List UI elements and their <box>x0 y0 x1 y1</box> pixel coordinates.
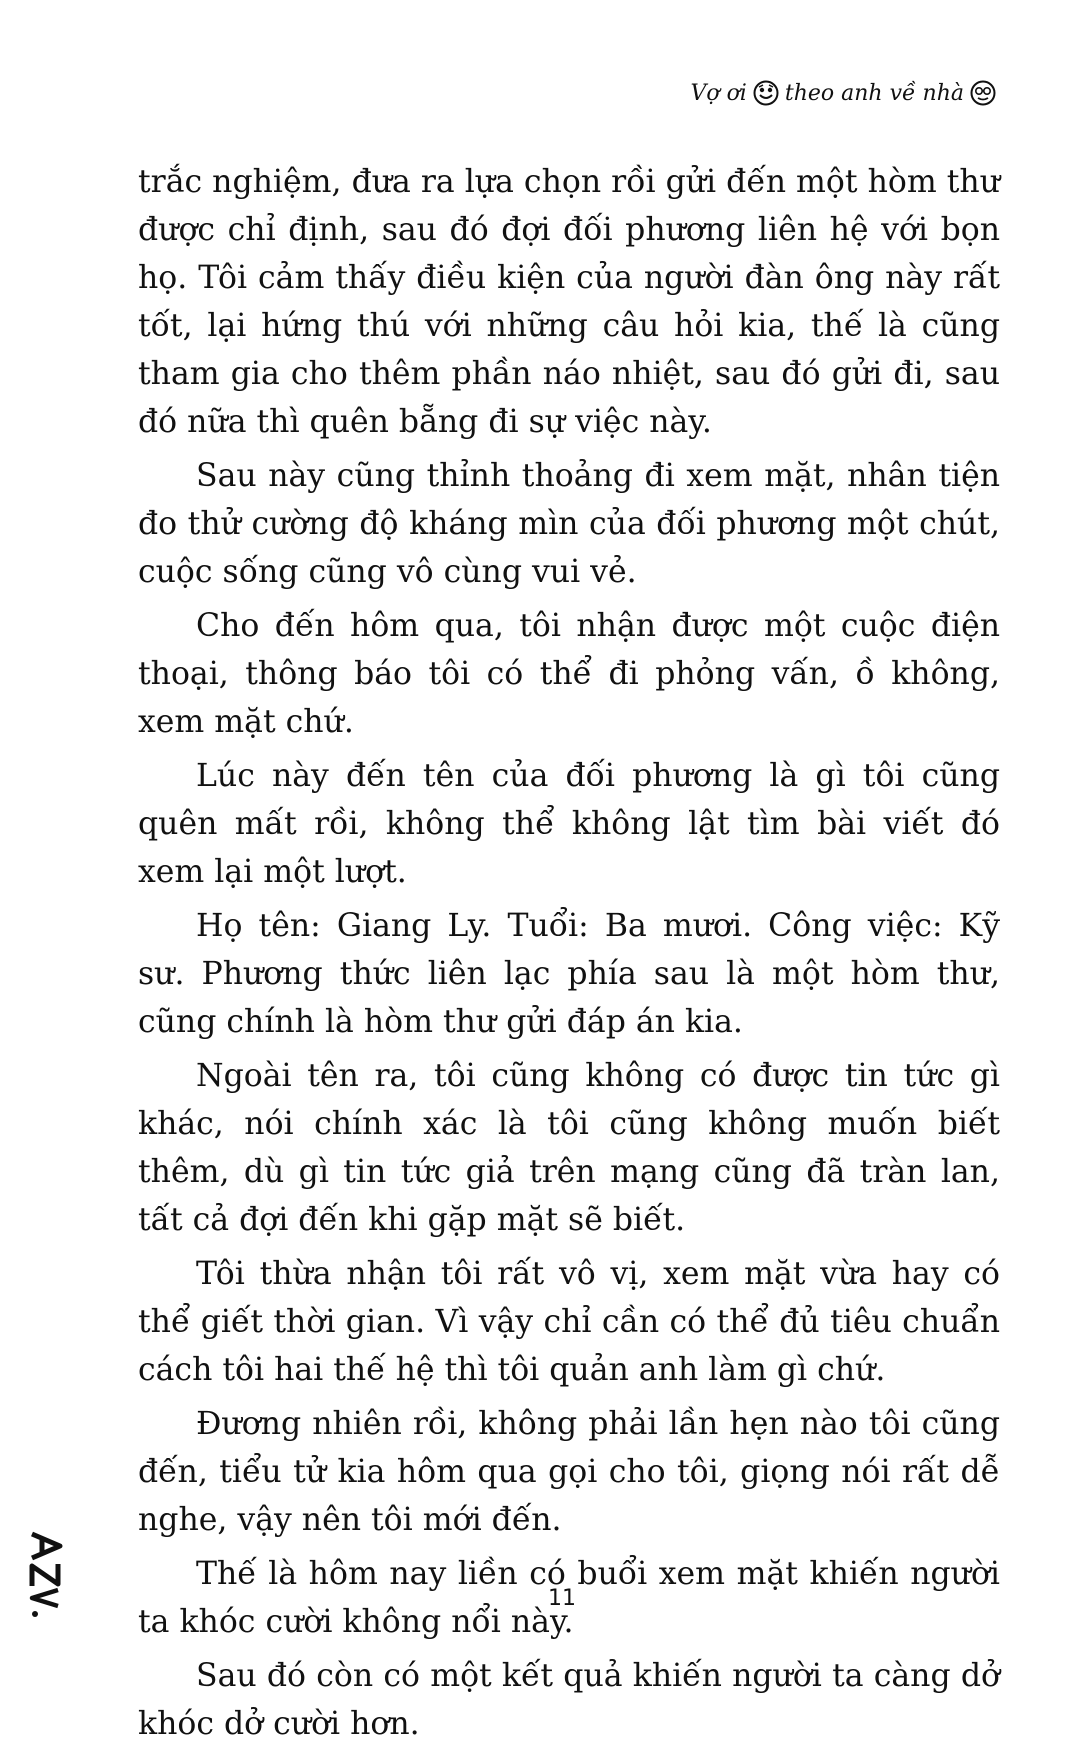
paragraph: Họ tên: Giang Ly. Tuổi: Ba mươi. Công việc: Kỹ sư. Phương thức liên lạc phía sau là một hòm thư, cũng chính là hòm thư gửi đáp án kia. <box>138 908 1000 1040</box>
paragraph: Tôi thừa nhận tôi rất vô vị, xem mặt vừa hay có thể giết thời gian. Vì vậy chỉ cần có thể đủ tiêu chuẩn cách tôi hai thế hệ thì tôi quản anh làm gì chứ. <box>138 1256 1000 1388</box>
paragraph: Đương nhiên rồi, không phải lần hẹn nào tôi cũng đến, tiểu tử kia hôm qua gọi cho tôi, giọng nói rất dễ nghe, vậy nên tôi mới đến. <box>138 1406 1000 1538</box>
paragraph: Thế là hôm nay liền có buổi xem mặt khiến người ta khóc cười không nổi này. <box>138 1556 1000 1640</box>
paragraph: Sau đó còn có một kết quả khiến người ta càng dở khóc dở cười hơn. <box>138 1658 1000 1742</box>
paragraph: Sau này cũng thỉnh thoảng đi xem mặt, nhân tiện đo thử cường độ kháng mìn của đối phương một chút, cuộc sống cũng vô cùng vui vẻ. <box>138 458 1000 590</box>
paragraph: Ngoài tên ra, tôi cũng không có được tin tức gì khác, nói chính xác là tôi cũng không muốn biết thêm, dù gì tin tức giả trên mạng cũng đã tràn lan, tất cả đợi đến khi gặp mặt sẽ biết. <box>138 1058 1000 1238</box>
smiley-face-icon <box>753 80 779 106</box>
body-text <box>138 158 1000 1754</box>
header-title-part1: Vợ ơi <box>690 80 747 106</box>
paragraph: Cho đến hôm qua, tôi nhận được một cuộc điện thoại, thông báo tôi có thể đi phỏng vấn, ồ không, xem mặt chứ. <box>138 608 1000 740</box>
glasses-face-icon <box>970 80 996 106</box>
header-title-part2: theo anh về nhà <box>784 80 964 106</box>
running-header <box>690 80 996 106</box>
paragraph: Lúc này đến tên của đối phương là gì tôi cũng quên mất rồi, không thể không lật tìm bài viết đó xem lại một lượt. <box>138 758 1000 890</box>
page-number: 11 <box>548 1586 576 1611</box>
paragraph: trắc nghiệm, đưa ra lựa chọn rồi gửi đến một hòm thư được chỉ định, sau đó đợi đối phương liên hệ với bọn họ. Tôi cảm thấy điều kiện của người đàn ông này rất tốt, lại hứng thú với những câu hỏi kia, thế là cũng tham gia cho thêm phần náo nhiệt, sau đó gửi đi, sau đó nữa thì quên bẵng đi sự việc này. <box>138 164 1000 440</box>
